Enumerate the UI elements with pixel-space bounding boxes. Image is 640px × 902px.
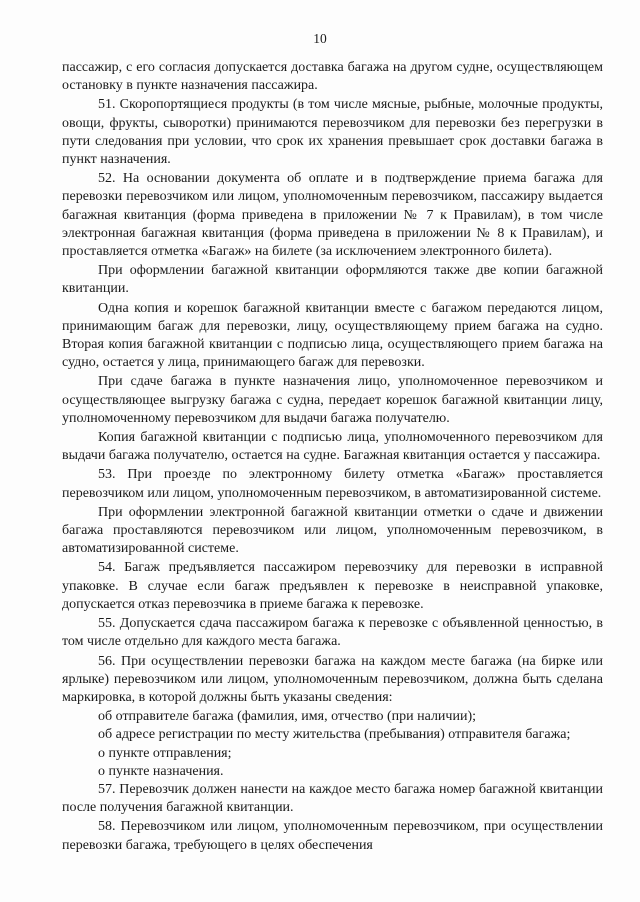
document-body [62,59,603,856]
paragraph-52-copy-signature: Копия багажной квитанции с подписью лица, уполномоченного перевозчиком для выдачи багажа получателю, остается на судне. Багажная квитанция остается у пассажира. [62,430,603,464]
paragraph-57: 57. Перевозчик должен нанести на каждое место багажа номер багажной квитанции после получения багажной квитанции. [62,781,603,816]
paragraph-54: 54. Багаж предъявляется пассажиром перевозчику для перевозки в исправной упаковке. В случае если багаж предъявлен к перевозке в неисправной упаковке, допускается отказ перевозчика в приеме багажа к перевозке. [62,560,603,612]
paragraph-52-first-copy: Одна копия и корешок багажной квитанции вместе с багажом передаются лицом, принимающим багаж для перевозки, лицу, осуществляющему прием багажа на судно. Вторая копия багажной квитанции с подписью лица, осуществляющего прием багажа на судно, остается у лица, принимающего багаж для перевозки. [62,300,603,371]
paragraph-55: 55. Допускается сдача пассажиром багажа к перевозке с объявленной ценностью, в том числе отдельно для каждого места багажа. [62,616,603,650]
paragraph-52-destination: При сдаче багажа в пункте назначения лицо, уполномоченное перевозчиком и осуществляющее выгрузку багажа с судна, передает корешок багажной квитанции лицу, уполномоченному перевозчиком для выдачи багажа получателю. [62,374,603,426]
paragraph-58: 58. Перевозчиком или лицом, уполномоченным перевозчиком, при осуществлении перевозки багажа, требующего в целях обеспечения [62,819,603,853]
list-item-address: об адресе регистрации по месту жительства (пребывания) отправителя багажа; [98,727,571,743]
paragraph-53-electronic: При оформлении электронной багажной квитанции отметки о сдаче и движении багажа проставляются перевозчиком или лицом, уполномоченным перевозчиком, в автоматизированной системе. [62,504,603,557]
page-number: 10 [313,31,327,46]
paragraph-52: 52. На основании документа об оплате и в подтверждение приема багажа для перевозки перевозчиком или лицом, уполномоченным перевозчиком, пассажиру выдается багажная квитанция (форма приведена в приложении № 7 к Правилам), в том числе электронная багажная квитанция (форма приведена в приложении № 8 к Правилам), и проставляется отметка «Багаж» на билете (за исключением электронного билета). [62,171,603,260]
paragraph-51: 51. Скоропортящиеся продукты (в том числе мясные, рыбные, молочные продукты, овощи, фрукты, сыворотки) принимаются перевозчиком для перевозки без перегрузки в пути следования при условии, что срок их хранения превышает срок доставки багажа в пункт назначения. [62,97,603,168]
paragraph-56: 56. При осуществлении перевозки багажа на каждом месте багажа (на бирке или ярлыке) перевозчиком или лицом, уполномоченным перевозчиком, должна быть сделана маркировка, в которой должны быть указаны сведения: [62,653,603,705]
paragraph-52-copies: При оформлении багажной квитанции оформляются также две копии багажной квитанции. [62,263,603,297]
paragraph-53: 53. При проезде по электронному билету отметка «Багаж» проставляется перевозчиком или лицом, уполномоченным перевозчиком, в автоматизированной системе. [62,467,603,501]
list-item-destination: о пункте назначения. [98,763,224,779]
paragraph-continuation: пассажир, с его согласия допускается доставка багажа на другом судне, осуществляющем остановку в пункте назначения пассажира. [62,60,603,94]
list-item-departure: о пункте отправления; [98,745,232,761]
list-item-sender: об отправителе багажа (фамилия, имя, отчество (при наличии); [98,709,476,725]
